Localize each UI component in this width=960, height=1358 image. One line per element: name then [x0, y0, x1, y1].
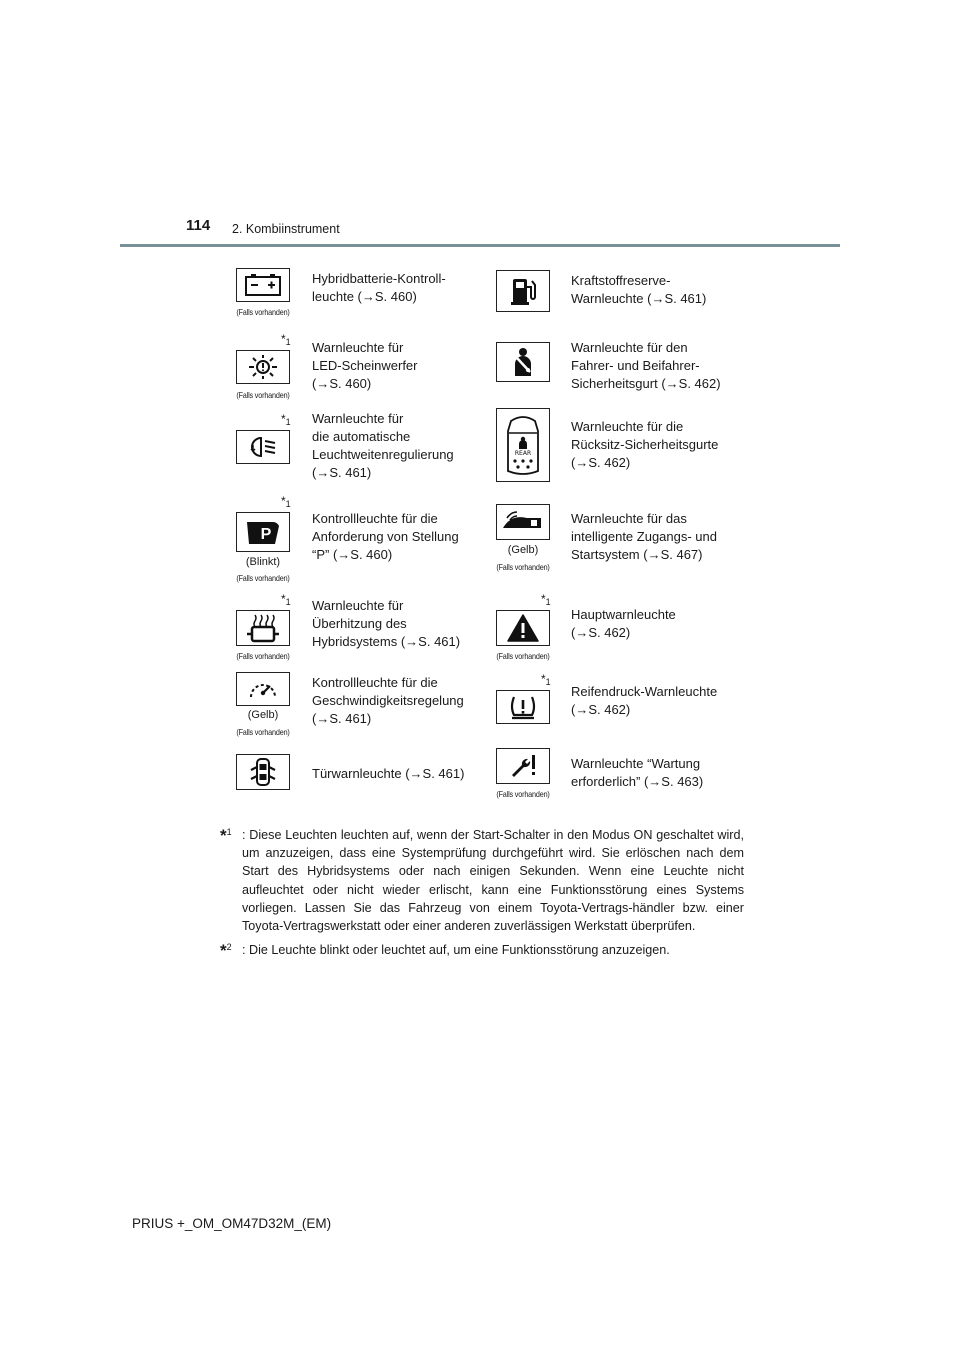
- park-request-icon: [236, 512, 290, 552]
- desc-line: Warnleuchte (→S. 461): [571, 291, 707, 306]
- seatbelt-icon: [496, 342, 550, 382]
- footnote-mark: $*_1$: [541, 592, 551, 607]
- desc-line: Warnleuchte für die: [571, 419, 684, 434]
- desc-line: (→S. 461): [312, 711, 372, 726]
- desc-line: (→S. 462): [571, 625, 631, 640]
- hybrid-battery-icon: [236, 268, 290, 302]
- color-note: (Gelb): [507, 544, 539, 556]
- desc-line: Hybridsystems (→S. 461): [312, 634, 461, 649]
- desc-line: Hauptwarnleuchte: [571, 607, 676, 622]
- footnote: [222, 826, 744, 935]
- footnote-mark: $*_1$: [281, 494, 291, 509]
- footnote-mark: *$^2$: [220, 941, 232, 961]
- availability-note: (Falls vorhanden): [496, 562, 550, 572]
- desc-line: Warnleuchte “Wartung: [571, 756, 701, 771]
- availability-note: (Falls vorhanden): [236, 307, 290, 317]
- availability-note: (Falls vorhanden): [496, 789, 550, 799]
- desc-line: Warnleuchte für: [312, 340, 404, 355]
- desc-line: Anforderung von Stellung: [312, 529, 459, 544]
- desc-line: Rücksitz-Sicherheitsgurte: [571, 437, 719, 452]
- desc-line: Hybridbatterie-Kontroll-: [312, 271, 446, 286]
- fuel-pump-icon: [496, 270, 550, 312]
- desc-line: Türwarnleuchte (→S. 461): [312, 766, 465, 781]
- svg-text:REAR: REAR: [514, 450, 532, 457]
- indicator-description: [312, 765, 492, 783]
- document-code: PRIUS +_OM_OM47D32M_(EM): [132, 1216, 332, 1231]
- desc-line: Startsystem (→S. 467): [571, 547, 703, 562]
- availability-note: (Falls vorhanden): [236, 727, 290, 737]
- color-note: (Gelb): [247, 709, 279, 721]
- cruise-control-icon: [236, 672, 290, 706]
- rear-seatbelt-icon: [496, 408, 550, 482]
- desc-line: Leuchtweitenregulierung: [312, 447, 454, 462]
- indicator-description: [312, 674, 482, 728]
- desc-line: Sicherheitsgurt (→S. 462): [571, 376, 721, 391]
- desc-line: Warnleuchte für den: [571, 340, 688, 355]
- hybrid-overheat-icon: [236, 610, 290, 646]
- smart-key-icon: [496, 504, 550, 540]
- indicator-description: [312, 410, 482, 482]
- indicator-description: [312, 270, 482, 306]
- desc-line: Fahrer- und Beifahrer-: [571, 358, 700, 373]
- footnote-mark: $*_1$: [281, 412, 291, 427]
- indicator-description: [571, 272, 771, 308]
- desc-line: (→S. 462): [571, 702, 631, 717]
- maintenance-required-icon: [496, 748, 550, 784]
- indicator-description: [312, 339, 482, 393]
- footnotes: [222, 826, 744, 965]
- footnote-mark: $*_1$: [541, 672, 551, 687]
- indicator-description: [571, 339, 771, 393]
- indicator-description: [312, 597, 482, 651]
- desc-line: Kontrollleuchte für die: [312, 675, 438, 690]
- desc-line: erforderlich” (→S. 463): [571, 774, 704, 789]
- tire-pressure-icon: [496, 690, 550, 724]
- availability-note: (Falls vorhanden): [236, 573, 290, 583]
- desc-line: (→S. 461): [312, 465, 372, 480]
- desc-line: leuchte (→S. 460): [312, 289, 417, 304]
- desc-line: LED-Scheinwerfer: [312, 358, 418, 373]
- desc-line: Warnleuchte für: [312, 598, 404, 613]
- page-header: [0, 0, 960, 250]
- desc-line: Warnleuchte für das: [571, 511, 687, 526]
- indicator-description: [571, 755, 771, 791]
- desc-line: Kontrollleuchte für die: [312, 511, 438, 526]
- desc-line: die automatische: [312, 429, 411, 444]
- footnote-text: : Die Leuchte blinkt oder leuchtet auf, um eine Funktionsstörung anzuzeigen.: [242, 943, 670, 958]
- svg-text:P: P: [260, 526, 272, 543]
- indicator-description: [571, 418, 771, 472]
- desc-line: (→S. 462): [571, 455, 631, 470]
- led-headlight-warning-icon: [236, 350, 290, 384]
- master-warning-icon: [496, 610, 550, 646]
- availability-note: (Falls vorhanden): [236, 651, 290, 661]
- availability-note: (Falls vorhanden): [496, 651, 550, 661]
- availability-note: (Falls vorhanden): [236, 390, 290, 400]
- header-rule: [120, 244, 840, 247]
- desc-line: (→S. 460): [312, 376, 372, 391]
- footnote-text: : Diese Leuchten leuchten auf, wenn der Start-Schalter in den Modus ON geschaltet wird, um anzuzeigen, dass eine Systemprüfung durchgeführt wird. Sie erlöschen nach dem Start des Hybridsystems oder nach einigen Sekunden. Wenn eine Leuchte nicht aufleuchtet oder nicht wieder erlischt, kann eine Funktionsstörung eines Systems vorliegen. Lassen Sie das Fahrzeug von einem Toyota-Vertrags-händler bzw. einer Toyota-Vertragswerkstatt oder einer anderen zuverlässigen Werkstatt überprüfen.: [242, 828, 744, 934]
- indicator-description: [571, 683, 771, 719]
- desc-line: intelligente Zugangs- und: [571, 529, 717, 544]
- desc-line: Kraftstoffreserve-: [571, 273, 671, 288]
- page-number: 114: [186, 217, 211, 234]
- footnote-mark: *$^1$: [220, 826, 232, 845]
- door-open-icon: [236, 754, 290, 790]
- headlight-leveling-icon: [236, 430, 290, 464]
- color-note: (Blinkt): [245, 556, 281, 568]
- desc-line: Geschwindigkeitsregelung: [312, 693, 464, 708]
- indicator-description: [571, 510, 771, 564]
- footnote-mark: $*_1$: [281, 592, 291, 607]
- indicator-description: [312, 510, 482, 564]
- desc-line: Überhitzung des: [312, 616, 407, 631]
- indicator-description: [571, 606, 771, 642]
- footnote-mark: $*_1$: [281, 332, 291, 347]
- desc-line: “P” (→S. 460): [312, 547, 393, 562]
- desc-line: Reifendruck-Warnleuchte: [571, 684, 718, 699]
- footnote: [222, 941, 744, 959]
- section-title: 2. Kombiinstrument: [232, 222, 340, 236]
- desc-line: Warnleuchte für: [312, 411, 404, 426]
